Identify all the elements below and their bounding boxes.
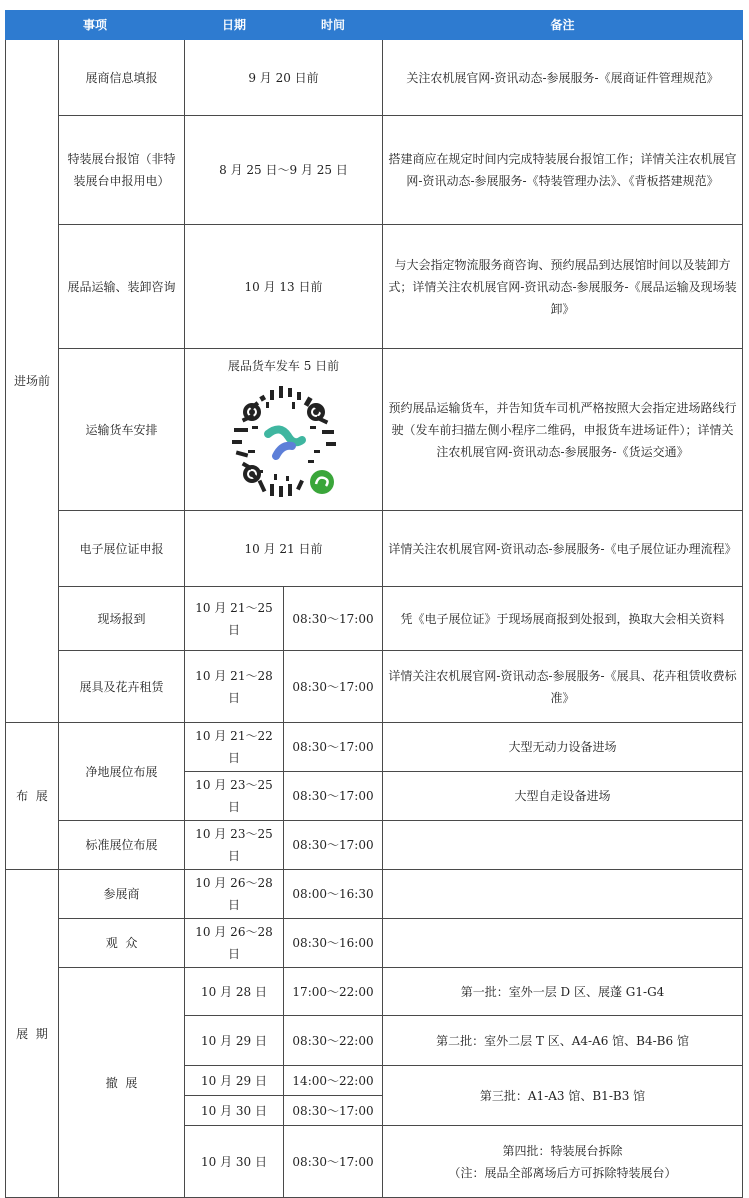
remark-cell bbox=[383, 1126, 743, 1198]
date-cell: 10 月 21 日前 bbox=[185, 511, 383, 587]
header-remark: 备注 bbox=[383, 11, 743, 40]
table-row bbox=[6, 40, 743, 116]
item-cell: 撤 展 bbox=[59, 968, 185, 1198]
item-cell: 观 众 bbox=[59, 919, 185, 968]
table-row bbox=[6, 511, 743, 587]
stage-show: 展 期 bbox=[6, 870, 59, 1198]
date-cell: 10 月 21～28 日 bbox=[185, 651, 284, 723]
remark-cell bbox=[383, 870, 743, 919]
header-time: 时间 bbox=[284, 11, 383, 40]
date-cell: 10 月 21～22 日 bbox=[185, 723, 284, 772]
item-cell: 净地展位布展 bbox=[59, 723, 185, 821]
qr-cell bbox=[185, 349, 383, 511]
date-cell: 10 月 29 日 bbox=[185, 1066, 284, 1096]
date-cell: 10 月 23～25 日 bbox=[185, 821, 284, 870]
time-cell: 14:00～22:00 bbox=[284, 1066, 383, 1096]
time-cell: 08:00～16:30 bbox=[284, 870, 383, 919]
remark-line: 第四批：特装展台拆除 bbox=[502, 1143, 623, 1158]
remark-cell: 搭建商应在规定时间内完成特装展台报馆工作；详情关注农机展官网-资讯动态-参展服务-《特装管理办法》、《背板搭建规范》 bbox=[383, 116, 743, 225]
date-cell: 10 月 29 日 bbox=[185, 1016, 284, 1066]
remark-cell: 关注农机展官网-资讯动态-参展服务-《展商证件管理规范》 bbox=[383, 40, 743, 116]
item-cell: 特装展台报馆（非特装展台申报用电） bbox=[59, 116, 185, 225]
time-cell: 17:00～22:00 bbox=[284, 968, 383, 1016]
item-cell: 现场报到 bbox=[59, 587, 185, 651]
table-row bbox=[6, 919, 743, 968]
remark-cell bbox=[383, 919, 743, 968]
time-cell: 08:30～17:00 bbox=[284, 651, 383, 723]
stage-pre: 进场前 bbox=[6, 40, 59, 723]
remark-cell: 第二批：室外二层 T 区、A4-A6 馆、B4-B6 馆 bbox=[383, 1016, 743, 1066]
remark-cell: 第一批：室外一层 D 区、展蓬 G1-G4 bbox=[383, 968, 743, 1016]
item-cell: 标准展位布展 bbox=[59, 821, 185, 870]
remark-cell: 第三批：A1-A3 馆、B1-B3 馆 bbox=[383, 1066, 743, 1126]
table-row bbox=[6, 587, 743, 651]
date-cell: 10 月 26～28 日 bbox=[185, 919, 284, 968]
schedule-table bbox=[5, 10, 743, 1198]
mini-program-qr-code-icon[interactable] bbox=[222, 380, 346, 504]
remark-cell: 凭《电子展位证》于现场展商报到处报到，换取大会相关资料 bbox=[383, 587, 743, 651]
table-row bbox=[6, 225, 743, 349]
stage-setup: 布 展 bbox=[6, 723, 59, 870]
remark-cell: 大型自走设备进场 bbox=[383, 772, 743, 821]
remark-cell: 大型无动力设备进场 bbox=[383, 723, 743, 772]
table-row bbox=[6, 116, 743, 225]
header-item: 事项 bbox=[6, 11, 185, 40]
table-row bbox=[6, 968, 743, 1016]
item-cell: 运输货车安排 bbox=[59, 349, 185, 511]
header-date: 日期 bbox=[185, 11, 284, 40]
table-row bbox=[6, 723, 743, 772]
remark-cell: 详情关注农机展官网-资讯动态-参展服务-《电子展位证办理流程》 bbox=[383, 511, 743, 587]
time-cell: 08:30～17:00 bbox=[284, 1096, 383, 1126]
item-cell: 展商信息填报 bbox=[59, 40, 185, 116]
remark-cell bbox=[383, 821, 743, 870]
time-cell: 08:30～22:00 bbox=[284, 1016, 383, 1066]
date-cell: 8 月 25 日～9 月 25 日 bbox=[185, 116, 383, 225]
date-cell: 10 月 21～25 日 bbox=[185, 587, 284, 651]
time-cell: 08:30～16:00 bbox=[284, 919, 383, 968]
item-cell: 展品运输、装卸咨询 bbox=[59, 225, 185, 349]
remark-cell: 预约展品运输货车，并告知货车司机严格按照大会指定进场路线行驶（发车前扫描左侧小程序二维码，申报货车进场证件）；详情关注农机展官网-资讯动态-参展服务-《货运交通》 bbox=[383, 349, 743, 511]
remark-cell: 与大会指定物流服务商咨询、预约展品到达展馆时间以及装卸方式；详情关注农机展官网-资讯动态-参展服务-《展品运输及现场装卸》 bbox=[383, 225, 743, 349]
item-cell: 参展商 bbox=[59, 870, 185, 919]
remark-note: （注：展品全部离场后方可拆除特装展台） bbox=[448, 1165, 677, 1180]
time-cell: 08:30～17:00 bbox=[284, 587, 383, 651]
item-cell: 电子展位证申报 bbox=[59, 511, 185, 587]
item-cell: 展具及花卉租赁 bbox=[59, 651, 185, 723]
date-cell: 展品货车发车 5 日前 bbox=[227, 358, 340, 373]
time-cell: 08:30～17:00 bbox=[284, 821, 383, 870]
table-row bbox=[6, 349, 743, 511]
table-row bbox=[6, 870, 743, 919]
date-cell: 10 月 30 日 bbox=[185, 1096, 284, 1126]
date-cell: 10 月 28 日 bbox=[185, 968, 284, 1016]
remark-cell: 详情关注农机展官网-资讯动态-参展服务-《展具、花卉租赁收费标准》 bbox=[383, 651, 743, 723]
date-cell: 10 月 26～28 日 bbox=[185, 870, 284, 919]
time-cell: 08:30～17:00 bbox=[284, 723, 383, 772]
header-row bbox=[6, 11, 743, 40]
date-cell: 9 月 20 日前 bbox=[185, 40, 383, 116]
date-cell: 10 月 30 日 bbox=[185, 1126, 284, 1198]
time-cell: 08:30～17:00 bbox=[284, 1126, 383, 1198]
table-row bbox=[6, 651, 743, 723]
time-cell: 08:30～17:00 bbox=[284, 772, 383, 821]
table-row bbox=[6, 821, 743, 870]
date-cell: 10 月 13 日前 bbox=[185, 225, 383, 349]
date-cell: 10 月 23～25 日 bbox=[185, 772, 284, 821]
